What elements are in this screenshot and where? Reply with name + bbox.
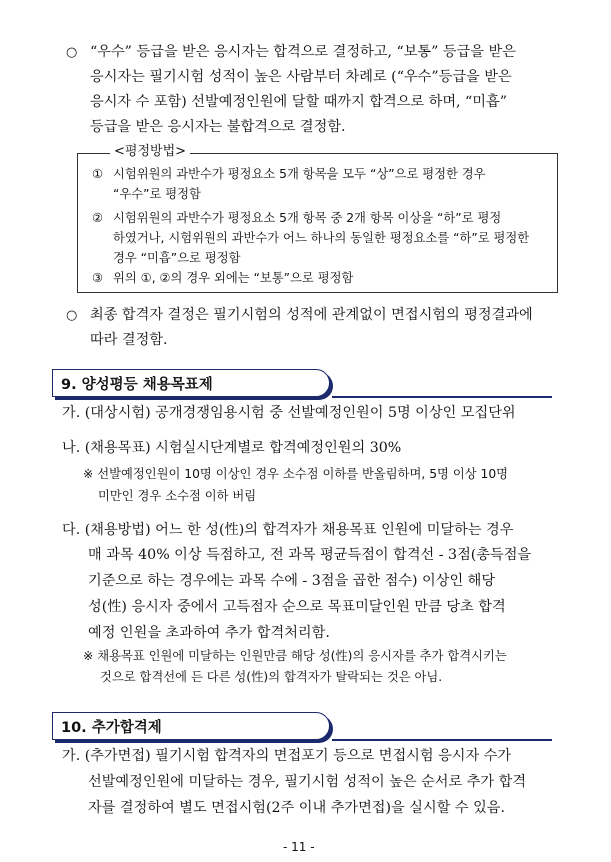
paragraph-line: 응시자는 필기시험 성적이 높은 사람부터 차례로 (“우수”등급을 받은 xyxy=(90,69,512,85)
criteria-marker: ③ xyxy=(92,271,104,285)
paragraph-line: 최종 합격자 결정은 필기시험의 성적에 관계없이 면접시험의 평정결과에 xyxy=(90,307,533,323)
section9-item-ga: 가. (대상시험) 공개경쟁임용시험 중 선발예정인원이 5명 이상인 모집단위 xyxy=(62,405,516,421)
section-heading-9 xyxy=(52,369,330,397)
section9-note: 것으로 합격선에 든 다른 성(性)의 합격자가 탈락되는 것은 아님. xyxy=(100,670,443,684)
page-number: - 11 - xyxy=(283,840,315,854)
paragraph-line: “우수” 등급을 받은 응시자는 합격으로 결정하고, “보통” 등급을 받은 xyxy=(90,44,516,60)
paragraph-line: 응시자 수 포함) 선발예정인원에 달할 때까지 합격으로 하며, “미흡” xyxy=(90,94,507,110)
paragraph-line: 등급을 받은 응시자는 불합격으로 결정함. xyxy=(90,119,346,135)
section9-note: ※ 채용목표 인원에 미달하는 인원만큼 해당 성(性)의 응시자를 추가 합격시키는 xyxy=(83,649,507,663)
section9-item-da: 매 과목 40% 이상 득점하고, 전 과목 평균득점이 합격선 - 3점(총득점을 xyxy=(88,547,532,563)
criteria-line: 하였거나, 시험위원의 과반수가 어느 하나의 동일한 평정요소를 “하”로 평정한 xyxy=(113,231,530,245)
section10-item-ga: 선발예정인원에 미달하는 경우, 필기시험 성적이 높은 순서로 추가 합격 xyxy=(88,774,527,790)
bullet-icon: ○ xyxy=(66,45,78,60)
criteria-line: 시험위원의 과반수가 평정요소 5개 항목 중 2개 항목 이상을 “하”로 평정 xyxy=(113,211,502,225)
criteria-line: 위의 ①, ②의 경우 외에는 “보통”으로 평정함 xyxy=(113,271,354,285)
section9-item-da: 성(性) 응시자 중에서 고득점자 순으로 목표미달인원 만큼 당초 합격 xyxy=(88,599,506,615)
bullet-icon: ○ xyxy=(66,308,78,323)
criteria-marker: ② xyxy=(92,211,104,225)
section9-item-da: 다. (채용방법) 어느 한 성(性)의 합격자가 채용목표 인원에 미달하는 경우 xyxy=(62,522,514,538)
criteria-line: “우수”로 평정함 xyxy=(113,187,201,201)
section9-item-da: 예정 인원을 초과하여 추가 합격처리함. xyxy=(88,625,330,641)
paragraph-line: 따라 결정함. xyxy=(90,332,168,348)
section10-item-ga: 자를 결정하여 별도 면접시험(2주 이내 추가면접)을 실시할 수 있음. xyxy=(88,800,506,816)
section9-item-na: 나. (채용목표) 시험실시단계별로 합격예정인원의 30% xyxy=(62,440,402,456)
section10-item-ga: 가. (추가면접) 필기시험 합격자의 면접포기 등으로 면접시험 응시자 수가 xyxy=(62,748,512,764)
criteria-marker: ① xyxy=(92,167,104,181)
section-heading-10-text: 10. 추가합격제 xyxy=(61,720,162,736)
criteria-line: 시험위원의 과반수가 평정요소 5개 항목을 모두 “상”으로 평정한 경우 xyxy=(113,167,486,181)
section9-note: 미만인 경우 소수점 이하 버림 xyxy=(98,489,257,503)
section-heading-9-text: 9. 양성평등 채용목표제 xyxy=(61,377,213,393)
section9-note: ※ 선발예정인원이 10명 이상인 경우 소수점 이하를 반올림하며, 5명 이상 10명 xyxy=(83,467,509,481)
criteria-box-title: <평정방법> xyxy=(110,144,190,160)
heading-rule xyxy=(332,739,552,741)
section-heading-10 xyxy=(52,712,330,740)
criteria-line: 경우 “미흡”으로 평정함 xyxy=(113,251,241,265)
heading-rule xyxy=(332,396,552,398)
section9-item-da: 기준으로 하는 경우에는 과목 수에 - 3점을 곱한 점수) 이상인 해당 xyxy=(88,573,496,589)
